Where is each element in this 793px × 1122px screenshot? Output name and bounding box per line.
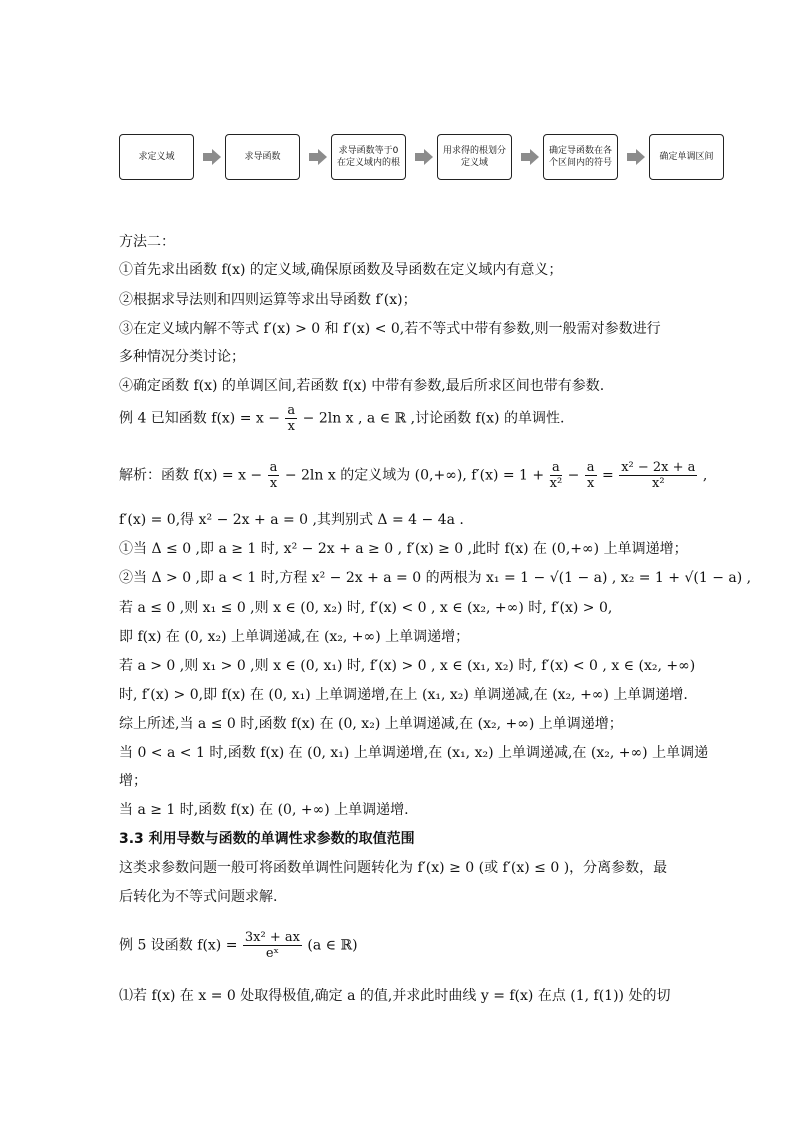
summary-line-2-cont: 增； bbox=[119, 773, 147, 789]
summary-line-3: 当 a ≥ 1 时,函数 f(x) 在 (0, +∞) 上单调递增. bbox=[119, 802, 409, 818]
flow-step-intervals: 确定单调区间 bbox=[649, 134, 724, 180]
arrow-right-icon bbox=[203, 149, 221, 165]
case-1-text: ①当 Δ ≤ 0 ,即 a ≥ 1 时, x² − 2x + a ≥ 0 , f′(x) ≥ 0 ,此时 f(x) 在 (0,+∞) 上单调递增； bbox=[119, 541, 688, 557]
step-1-text: ①首先求出函数 f(x) 的定义域,确保原函数及导函数在定义域内有意义； bbox=[119, 262, 563, 278]
case-2a-conclusion: 即 f(x) 在 (0, x₂) 上单调递减,在 (x₂, +∞) 上单调递增； bbox=[119, 629, 470, 645]
solution-line-1: 解析：函数 f(x) = x − $\frac{a}{x}$ − 2ln x 的定义域为 (0,+∞), f′(x) = 1 + $\frac{a}{\text{x²}}$ − $\frac{a}{x}$ = $\frac{\text{x² − 2x + a}}{\text{x²}}$ , bbox=[119, 460, 708, 491]
fraction: $\frac{a}{x}$ bbox=[586, 460, 595, 491]
flow-step-sign: 确定导函数在各个区间内的符号 bbox=[543, 134, 618, 180]
step-3-text-cont: 多种情况分类讨论； bbox=[119, 349, 245, 365]
section-heading-3-3: 3.3 利用导数与函数的单调性求参数的取值范围 bbox=[119, 831, 415, 847]
summary-line-2: 当 0 < a < 1 时,函数 f(x) 在 (0, x₁) 上单调递增,在 (x₁, x₂) 上单调递减,在 (x₂, +∞) 上单调递 bbox=[119, 745, 709, 761]
arrow-right-icon bbox=[521, 149, 539, 165]
step-3-text: ③在定义域内解不等式 f′(x) > 0 和 f′(x) < 0,若不等式中带有参数,则一般需对参数进行 bbox=[119, 321, 661, 337]
method-two-heading: 方法二： bbox=[119, 234, 175, 250]
arrow-right-icon bbox=[627, 149, 645, 165]
example-5-part-1: ⑴若 f(x) 在 x = 0 处取得极值,确定 a 的值,并求此时曲线 y = f(x) 在点 (1, f(1)) 处的切 bbox=[119, 988, 671, 1004]
fraction: $\frac{a}{x}$ bbox=[287, 403, 296, 434]
arrow-right-icon bbox=[415, 149, 433, 165]
fraction: $\frac{a}{\text{x²}}$ bbox=[549, 460, 563, 491]
arrow-right-icon bbox=[309, 149, 327, 165]
case-2a-text: 若 a ≤ 0 ,则 x₁ ≤ 0 ,则 x ∈ (0, x₂) 时, f′(x) < 0 , x ∈ (x₂, +∞) 时, f′(x) > 0, bbox=[119, 600, 613, 616]
flow-step-domain: 求定义域 bbox=[119, 134, 194, 180]
fraction: $\frac{\text{x² − 2x + a}}{\text{x²}}$ bbox=[621, 460, 696, 491]
process-flowchart bbox=[119, 134, 726, 182]
fraction: $\frac{a}{x}$ bbox=[269, 460, 278, 491]
fraction: $\frac{\text{3x² + ax}}{\text{eˣ}}$ bbox=[244, 930, 300, 961]
section-intro-text: 这类求参数问题一般可将函数单调性问题转化为 f′(x) ≥ 0 (或 f′(x) ≤ 0 )，分离参数，最 bbox=[119, 860, 668, 876]
case-2b-conclusion: 时, f′(x) > 0,即 f(x) 在 (0, x₁) 上单调递增,在上 (x₁, x₂) 单调递减,在 (x₂, +∞) 上单调递增. bbox=[119, 687, 688, 703]
example-5-statement: 例 5 设函数 f(x) = $\frac{\text{3x² + ax}}{\text{eˣ}}$ (a ∈ ℝ) bbox=[119, 930, 358, 961]
example-4-statement: 例 4 已知函数 f(x) = x − $\frac{a}{x}$ − 2ln x , a ∈ ℝ ,讨论函数 f(x) 的单调性. bbox=[119, 403, 565, 434]
flow-step-derivative: 求导函数 bbox=[225, 134, 300, 180]
step-4-text: ④确定函数 f(x) 的单调区间,若函数 f(x) 中带有参数,最后所求区间也带有参数. bbox=[119, 378, 605, 394]
case-2-text: ②当 Δ > 0 ,即 a < 1 时,方程 x² − 2x + a = 0 的两根为 x₁ = 1 − √(1 − a) , x₂ = 1 + √(1 − a) , bbox=[119, 570, 752, 586]
summary-line-1: 综上所述,当 a ≤ 0 时,函数 f(x) 在 (0, x₂) 上单调递减,在 (x₂, +∞) 上单调递增； bbox=[119, 716, 623, 732]
solution-line-2: f′(x) = 0,得 x² − 2x + a = 0 ,其判别式 Δ = 4 − 4a . bbox=[119, 512, 464, 528]
step-2-text: ②根据求导法则和四则运算等求出导函数 f′(x)； bbox=[119, 292, 417, 308]
section-intro-text-cont: 后转化为不等式问题求解. bbox=[119, 889, 278, 905]
flow-step-partition: 用求得的根划分定义域 bbox=[437, 134, 512, 180]
flow-step-roots: 求导函数等于0在定义域内的根 bbox=[331, 134, 406, 180]
case-2b-text: 若 a > 0 ,则 x₁ > 0 ,则 x ∈ (0, x₁) 时, f′(x) > 0 , x ∈ (x₁, x₂) 时, f′(x) < 0 , x ∈ (x₂, +∞) bbox=[119, 658, 696, 674]
